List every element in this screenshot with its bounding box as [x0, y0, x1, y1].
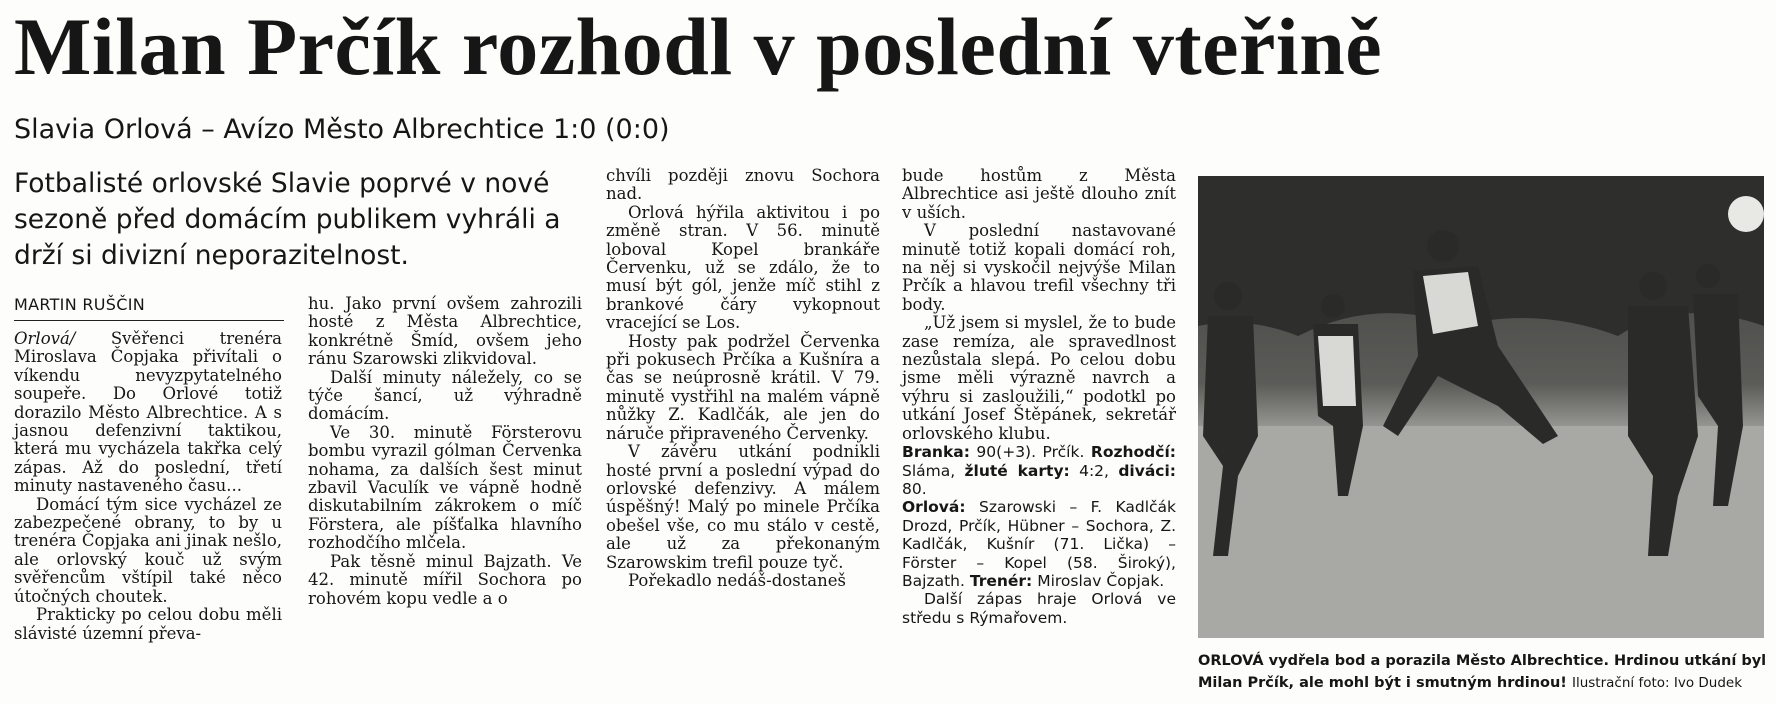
headline: Milan Prčík rozhodl v poslední vteřině	[14, 1, 1383, 92]
paragraph	[14, 330, 282, 496]
next-match: Další zápas hraje Orlová ve středu s Rýmařovem.	[902, 590, 1176, 627]
article-column-4	[902, 167, 1176, 627]
paragraph: bude hostům z Města Albrechtice asi ještě dlouho znít v uších.	[902, 166, 1176, 222]
stat-value: Miroslav Čopjak.	[1032, 571, 1165, 590]
article-column-2	[308, 295, 582, 608]
paragraph: Hosty pak podržel Červenka při pokusech Prčíka a Kušníra a čas se neúprosně krátil. V 79. minutě vystřihl na malém vápně nůžky Z. Kadlčák, ale jen do náruče připraveného Červenky.	[606, 331, 880, 443]
photo-credit: Ilustrační foto: Ivo Dudek	[1571, 675, 1743, 691]
paragraph: Prakticky po celou dobu měli slávisté územní převa-	[14, 605, 282, 643]
paragraph: V poslední nastavované minutě totiž kopali domácí roh, na něj si vyskočil nejvýše Milan Prčík a hlavou trefil všechny tři body.	[902, 221, 1176, 314]
article-column-1	[14, 330, 282, 643]
stat-label: Trenér:	[969, 571, 1033, 590]
stat-value: 90(+3). Prčík.	[969, 443, 1085, 462]
paragraph: chvíli později znovu Sochora nad.	[606, 166, 880, 204]
byline: MARTIN RUŠČIN	[14, 295, 145, 314]
paragraph: Ve 30. minutě Försterovu bombu vyrazil gólman Červenka nohama, za dalších šest minut zbavil Vaculík ve vápně hodně diskutabilním zákrokem o míč Förstera, ale píšťalka hlavního rozhodčího mlčela.	[308, 422, 582, 553]
caption-text: ORLOVÁ vydřela bod a porazila Město Albrechtice. Hrdinou utkání byl Milan Prčík, ale mohl být i smutným hrdinou!	[1198, 653, 1767, 691]
match-photo	[1198, 176, 1764, 638]
lineup	[902, 498, 1176, 590]
paragraph-text: Svěřenci trenéra Miroslava Čopjaka přivítali o víkendu nevyzpytatelného soupeře. Do Orlové totiž dorazilo Město Albrechtice. A s jasnou defenzivní taktikou, která mu vycházela takřka celý zápas. Až do poslední, třetí minuty nastaveného času...	[14, 329, 282, 496]
subheadline: Slavia Orlová – Avízo Město Albrechtice 1:0 (0:0)	[14, 114, 670, 145]
stat-value: 4:2,	[1069, 461, 1109, 480]
lead-paragraph: Fotbalisté orlovské Slavie poprvé v nové sezoně před domácím publikem vyhráli a drží si divizní neporazitelnost.	[14, 168, 561, 271]
paragraph: Domácí tým sice vycházel ze zabezpečené obrany, to by u trenéra Čopjaka ani jinak nešlo, ale orlovský kouč už svým svěřencům vštípil také něco útočných choutek.	[14, 494, 282, 606]
article-column-3	[606, 167, 880, 590]
paragraph: V závěru utkání podnikli hosté první a poslední výpad do orlovské defenzivy. A málem úspěšný! Malý po minele Prčíka obešel vše, co mu stálo v cestě, ale už za překonaným Szarowskim trefil pouze tyč.	[606, 442, 880, 572]
byline-divider	[14, 320, 284, 321]
football-photo-illustration	[1198, 176, 1764, 638]
stat-label: Orlová:	[902, 498, 966, 517]
paragraph: Pak těsně minul Bajzath. Ve 42. minutě mířil Sochora po rohovém kopu vedle a o	[308, 551, 582, 608]
dateline: Orlová/	[14, 329, 76, 348]
match-stats	[902, 443, 1176, 498]
stat-value: 80.	[902, 479, 927, 498]
stat-value: Sláma,	[902, 461, 956, 480]
photo-caption	[1198, 650, 1768, 694]
stat-label: Rozhodčí:	[1090, 443, 1176, 462]
paragraph: „Už jsem si myslel, že to bude zase remíza, ale spravedlnost nezůstala slepá. Po celou dobu jsme měli výrazně navrch a výhru si zasloužili,“ podotkl po utkání Josef Štěpánek, sekretář orlovského klubu.	[902, 313, 1176, 443]
paragraph: hu. Jako první ovšem zahrozili hosté z Města Albrechtice, konkrétně Šmíd, ovšem jeho ránu Szarowski zlikvidoval.	[308, 294, 582, 369]
paragraph: Další minuty náležely, co se týče šancí, už výhradně domácím.	[308, 367, 582, 424]
ball	[1728, 196, 1764, 232]
paragraph: Pořekadlo nedáš-dostaneš	[628, 570, 846, 590]
stat-label: žluté karty:	[964, 461, 1070, 480]
stat-value: Szarowski – F. Kadlčák Drozd, Prčík, Hübner – Sochora, Z. Kadlčák, Kušnír (71. Lička) – Förster – Kopel (58. Široký), Bajzath.	[902, 498, 1176, 590]
stat-label: Branka:	[902, 443, 970, 462]
stat-label: diváci:	[1118, 461, 1176, 480]
paragraph: Orlová hýřila aktivitou i po změně stran. V 56. minutě loboval Kopel brankáře Červenku, už se zdálo, že to musí být gól, jenže míč stihl z brankové čáry vykopnout vracející se Los.	[606, 202, 880, 333]
